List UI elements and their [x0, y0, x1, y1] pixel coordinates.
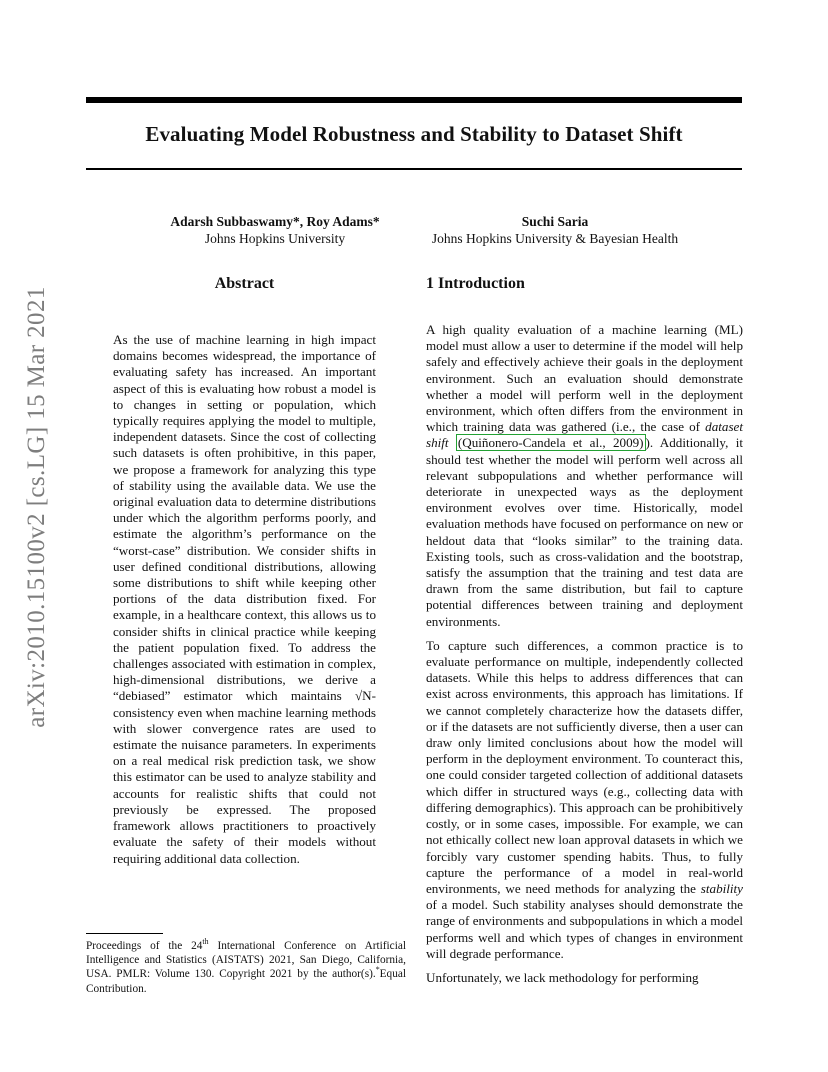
intro-paragraph-1: [426, 322, 743, 630]
intro-text-part: ). Additionally, it should test whether the model will perform well across all relevant subpopulations and whether performance will deteriorate in unexpected ways as the deployment environment evolves over time. Historically, model evaluation methods have focused on performance on new or heldout data that “looks similar” to the training data. Existing tools, such as cross-validation and the bootstrap, satisfy the assumption that the training and test data are drawn from the same distribution, but fail to capture potential differences between training and deployment environments.: [426, 435, 743, 629]
intro-text-part: To capture such differences, a common practice is to evaluate performance on multiple, independently collected datasets. While this helps to address differences that can exist across environments, this approach has limitations. If we cannot completely characterize how the datasets differ, or if the datasets are not sufficiently diverse, then a user can draw only limited conclusions about how the model will perform in the deployment environment. To counteract this, one could consider targeted collection of additional datasets which differ in structured ways (e.g., collecting data with differing demographics). This approach can be prohibitively costly, or in some cases, impossible. For example, we can not ethically collect new loan approval datasets in which we forcibly vary customer spending habits. Thus, to fully capture the performance of a model in real-world environments, we need methods for analyzing the: [426, 637, 743, 896]
title-bottom-rule: [86, 168, 742, 170]
abstract-heading: Abstract: [214, 275, 275, 292]
author-block-2: [410, 213, 700, 247]
sqrt-n-symbol: √N: [354, 688, 372, 704]
emphasis-stability: stability: [700, 880, 743, 896]
emphasis-dataset-shift: dataset shift: [426, 419, 743, 451]
footnote-text: International Conference on Artificial Intelligence and Statistics (AISTATS) 2021, San Diego, California, USA. PMLR: Volume 130. Copyright 2021 by the author(s).: [86, 940, 406, 981]
title-top-rule: [86, 97, 742, 103]
abstract-body: [113, 332, 376, 867]
intro-paragraph-3: Unfortunately, we lack methodology for performing: [426, 969, 699, 985]
footnote-rule: [86, 933, 163, 934]
arxiv-sidebar: [22, 284, 52, 730]
paper-title: Evaluating Model Robustness and Stability to Dataset Shift: [145, 122, 683, 146]
intro-paragraph-2: [426, 638, 743, 962]
footnote: [86, 939, 406, 996]
abstract-text-part: As the use of machine learning in high impact domains becomes widespread, the importance of evaluating safety has increased. An important aspect of this is evaluating how robust a model is to changes in setting or population, which typically requires applying the model to multiple, independent datasets. Since the cost of collecting such datasets is often prohibitive, in this paper, we propose a framework for analyzing this type of stability using the available data. We use the original evaluation data to determine distributions under which the algorithm performs poorly, and estimate the algorithm’s performance on the “worst-case” distribution. We consider shifts in user defined conditional distributions, allowing some distributions to shift while keeping other portions of the data distribution fixed. For example, in a healthcare context, this allows us to consider shifts in clinical practice while keeping the patient population fixed. To address the challenges associated with estimation in complex, high-dimensional distributions, we derive a “debiased” estimator which maintains: [113, 332, 376, 704]
author-affiliation: Johns Hopkins University: [204, 231, 346, 246]
intro-text-part: of a model. Such stability analyses should demonstrate the range of environments and subpopulations in which a model performs well and which types of changes in environment will degrade performance.: [426, 897, 743, 961]
author-names: Suchi Saria: [521, 214, 589, 229]
citation-link[interactable]: (Quiñonero-Candela et al., 2009): [457, 435, 644, 451]
footnote-superscript: th: [202, 937, 209, 947]
intro-text-part: A high quality evaluation of a machine learning (ML) model must allow a user to determine if the model will help safely and effectively achieve their goals in the deployment environment. Such an evaluation should demonstrate whether a model will perform well in the deployment environment, which often differs from the environment in which training data was gathered (i.e., the case of: [426, 322, 743, 435]
author-block-1: [130, 213, 420, 247]
introduction-heading: 1 Introduction: [426, 275, 525, 292]
author-names: Adarsh Subbaswamy*, Roy Adams*: [170, 214, 380, 229]
footnote-text: Proceedings of the 24: [86, 940, 203, 952]
footnote-text: Equal Contribution.: [86, 968, 406, 995]
abstract-text-part: -consistency even when machine learning methods with slower convergence rates are used to estimate the nuisance parameters. In experiments on a real medical risk prediction task, we show this estimator can be used to analyze stability and accounts for realistic shifts that could not previously be expressed. The proposed framework allows practitioners to proactively evaluate the safety of their models without requiring additional data collection.: [113, 688, 376, 866]
arxiv-identifier: arXiv:2010.15100v2 [cs.LG] 15 Mar 2021: [23, 286, 50, 728]
author-affiliation: Johns Hopkins University & Bayesian Health: [431, 231, 679, 246]
footnote-star: *: [375, 965, 380, 975]
introduction-body: [426, 322, 743, 994]
